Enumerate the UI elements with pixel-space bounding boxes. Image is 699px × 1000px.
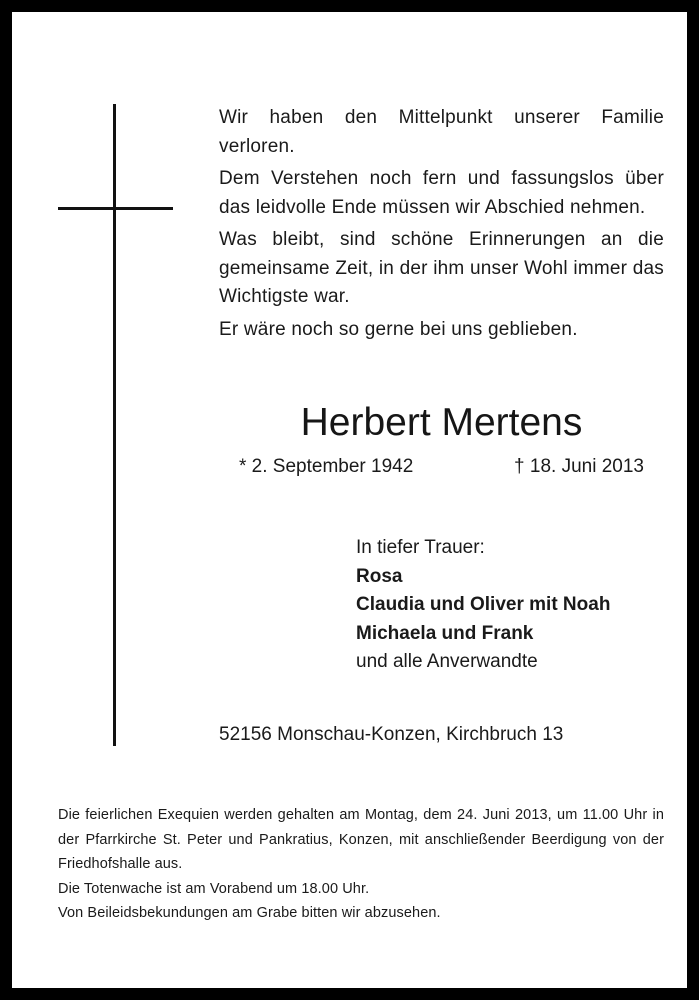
family-address: 52156 Monschau-Konzen, Kirchbruch 13 bbox=[219, 724, 564, 745]
other-relatives: und alle Anverwandte bbox=[356, 651, 538, 672]
mourner-name: Michaela und Frank bbox=[356, 622, 534, 644]
mourners-list bbox=[356, 534, 676, 677]
poem-paragraph: Dem Verstehen noch fern und fassungslos über das leidvolle Ende müssen wir Abschied nehmen. bbox=[219, 168, 664, 218]
mourner-name: Claudia und Oliver mit Noah bbox=[356, 594, 611, 615]
service-info: Die feierlichen Exequien werden gehalten am Montag, dem 24. Juni 2013, um 11.00 Uhr in der Pfarrkirche St. Peter und Pankratius, Konzen, mit anschließender Beerdigung von der Friedhofshalle aus. bbox=[58, 807, 664, 872]
deceased-name: Herbert Mertens bbox=[300, 401, 583, 444]
poem-paragraph: Was bleibt, sind schöne Erinnerungen an die gemeinsame Zeit, in der ihm unser Wohl immer das Wichtigste war. bbox=[219, 229, 664, 307]
birth-date: * 2. September 1942 bbox=[239, 456, 414, 477]
funeral-details bbox=[58, 803, 664, 926]
memorial-poem bbox=[219, 104, 664, 348]
mourner-name: Rosa bbox=[356, 565, 403, 587]
condolence-note: Von Beileidsbekundungen am Grabe bitten wir abzusehen. bbox=[58, 905, 441, 921]
cross-horizontal-beam bbox=[58, 207, 173, 210]
poem-paragraph: Er wäre noch so gerne bei uns geblieben. bbox=[219, 318, 578, 340]
cross-vertical-beam bbox=[113, 104, 116, 746]
mourning-intro: In tiefer Trauer: bbox=[356, 537, 485, 558]
wake-info: Die Totenwache ist am Vorabend um 18.00 Uhr. bbox=[58, 880, 370, 897]
poem-paragraph: Wir haben den Mittelpunkt unserer Familie verloren. bbox=[219, 107, 664, 157]
death-date: † 18. Juni 2013 bbox=[514, 456, 644, 477]
